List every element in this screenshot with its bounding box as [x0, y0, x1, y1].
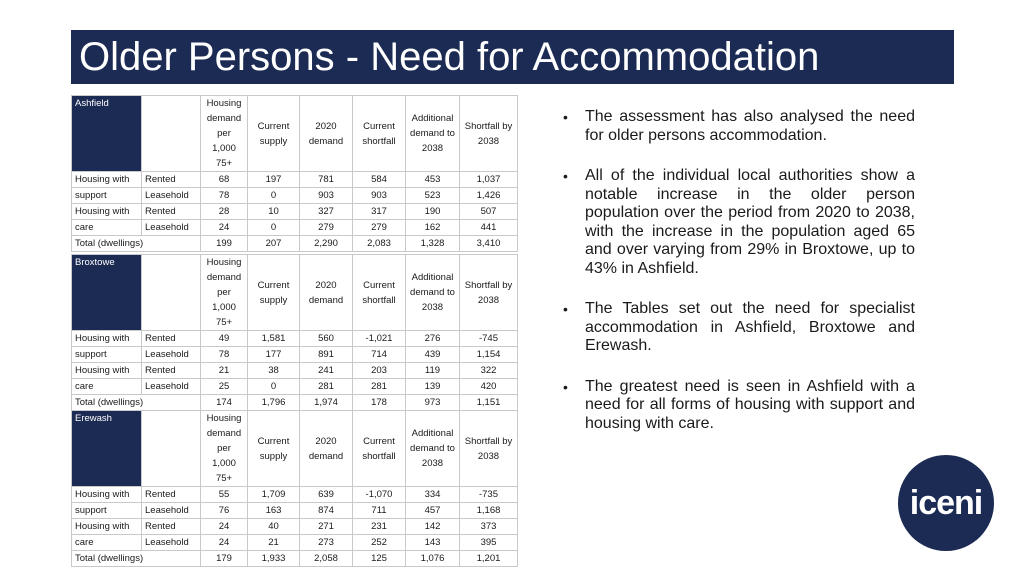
total-cell: 199 — [201, 236, 248, 252]
header-shortfall-2038: Shortfall by 2038 — [460, 411, 518, 487]
table-cell: 203 — [353, 363, 406, 379]
table-cell: 24 — [201, 519, 248, 535]
bullet-text: The assessment has also analysed the need for older persons accommodation. — [585, 108, 915, 144]
total-cell: 973 — [406, 395, 460, 411]
table-total-row — [72, 551, 518, 567]
header-current-shortfall: Current shortfall — [353, 411, 406, 487]
iceni-logo: iceni — [898, 455, 994, 551]
table-cell: 40 — [248, 519, 300, 535]
header-housing-demand: Housing demand per 1,000 75+ — [201, 96, 248, 172]
table-cell: 139 — [406, 379, 460, 395]
row-tenure-label: Leasehold — [142, 503, 201, 519]
table-broxtowe — [71, 254, 518, 411]
table-cell: 903 — [353, 188, 406, 204]
bullet-item — [563, 300, 915, 356]
table-cell: 373 — [460, 519, 518, 535]
row-group-label: Housing with — [72, 363, 142, 379]
header-shortfall-2038: Shortfall by 2038 — [460, 255, 518, 331]
table-cell: 276 — [406, 331, 460, 347]
bullet-list — [563, 108, 915, 455]
table-cell: 21 — [201, 363, 248, 379]
row-group-label: support — [72, 503, 142, 519]
row-group-label: support — [72, 347, 142, 363]
table-cell: 197 — [248, 172, 300, 188]
table-cell: 317 — [353, 204, 406, 220]
table-cell: 190 — [406, 204, 460, 220]
bullet-dot-icon: • — [563, 109, 568, 125]
total-cell: 174 — [201, 395, 248, 411]
total-cell: 178 — [353, 395, 406, 411]
header-2020-demand: 2020 demand — [300, 96, 353, 172]
table-cell: 24 — [201, 535, 248, 551]
table-cell: 241 — [300, 363, 353, 379]
total-cell: 207 — [248, 236, 300, 252]
table-cell: 28 — [201, 204, 248, 220]
header-additional-demand: Additional demand to 2038 — [406, 255, 460, 331]
total-cell: 1,151 — [460, 395, 518, 411]
table-cell: 231 — [353, 519, 406, 535]
table-cell: 279 — [300, 220, 353, 236]
table-cell: 711 — [353, 503, 406, 519]
header-shortfall-2038: Shortfall by 2038 — [460, 96, 518, 172]
table-cell: 395 — [460, 535, 518, 551]
table-cell: 163 — [248, 503, 300, 519]
total-cell: 1,201 — [460, 551, 518, 567]
table-cell: 781 — [300, 172, 353, 188]
total-cell: 125 — [353, 551, 406, 567]
table-cell: -735 — [460, 487, 518, 503]
table-cell: 639 — [300, 487, 353, 503]
row-group-label: support — [72, 188, 142, 204]
header-current-shortfall: Current shortfall — [353, 96, 406, 172]
table-cell: 334 — [406, 487, 460, 503]
table-cell: 523 — [406, 188, 460, 204]
header-housing-demand: Housing demand per 1,000 75+ — [201, 255, 248, 331]
bullet-dot-icon: • — [563, 378, 568, 395]
total-cell: 3,410 — [460, 236, 518, 252]
table-cell: 21 — [248, 535, 300, 551]
table-cell: 903 — [300, 188, 353, 204]
row-group-label: Housing with — [72, 519, 142, 535]
total-label: Total (dwellings) — [72, 395, 201, 411]
total-cell: 179 — [201, 551, 248, 567]
table-cell: 10 — [248, 204, 300, 220]
table-erewash — [71, 410, 518, 567]
table-cell: 162 — [406, 220, 460, 236]
table-cell: 76 — [201, 503, 248, 519]
row-tenure-label: Leasehold — [142, 379, 201, 395]
table-cell: 55 — [201, 487, 248, 503]
page-title: Older Persons - Need for Accommodation — [71, 30, 954, 84]
table-cell: 874 — [300, 503, 353, 519]
table-row — [72, 347, 518, 363]
table-cell: 1,426 — [460, 188, 518, 204]
table-cell: 1,154 — [460, 347, 518, 363]
row-tenure-label: Rented — [142, 172, 201, 188]
table-row — [72, 379, 518, 395]
table-row — [72, 519, 518, 535]
table-cell: 119 — [406, 363, 460, 379]
bullet-text: The greatest need is seen in Ashfield with a need for all forms of housing with support and housing with care. — [585, 377, 915, 432]
row-tenure-label: Rented — [142, 519, 201, 535]
table-row — [72, 487, 518, 503]
table-cell: 441 — [460, 220, 518, 236]
table-row — [72, 503, 518, 519]
table-cell: 714 — [353, 347, 406, 363]
bullet-item — [563, 167, 915, 278]
row-group-label: Housing with — [72, 331, 142, 347]
row-tenure-label: Rented — [142, 331, 201, 347]
total-label: Total (dwellings) — [72, 236, 201, 252]
area-name: Ashfield — [72, 96, 142, 172]
table-cell: 0 — [248, 220, 300, 236]
table-cell: 252 — [353, 535, 406, 551]
table-cell: 281 — [353, 379, 406, 395]
header-additional-demand: Additional demand to 2038 — [406, 411, 460, 487]
bullet-dot-icon: • — [563, 168, 568, 184]
row-group-label: care — [72, 220, 142, 236]
table-cell: 560 — [300, 331, 353, 347]
bullet-text: The Tables set out the need for specialist accommodation in Ashfield, Broxtowe and Erewash. — [585, 300, 915, 354]
table-cell: -745 — [460, 331, 518, 347]
header-additional-demand: Additional demand to 2038 — [406, 96, 460, 172]
total-cell: 1,076 — [406, 551, 460, 567]
table-cell: 279 — [353, 220, 406, 236]
table-row — [72, 172, 518, 188]
row-tenure-label: Rented — [142, 204, 201, 220]
row-group-label: care — [72, 535, 142, 551]
table-cell: 1,709 — [248, 487, 300, 503]
table-cell: 49 — [201, 331, 248, 347]
table-cell: 142 — [406, 519, 460, 535]
table-total-row — [72, 236, 518, 252]
total-cell: 2,058 — [300, 551, 353, 567]
area-name: Erewash — [72, 411, 142, 487]
header-current-supply: Current supply — [248, 255, 300, 331]
table-cell: 273 — [300, 535, 353, 551]
table-ashfield — [71, 95, 518, 252]
bullet-text: All of the individual local authorities show a notable increase in the older person population over the period from 2020 to 2038, with the increase in the population aged 65 and over varying from 29% in Broxtowe, up to 43% in Ashfield. — [585, 167, 915, 277]
total-cell: 1,933 — [248, 551, 300, 567]
header-2020-demand: 2020 demand — [300, 255, 353, 331]
total-cell: 2,083 — [353, 236, 406, 252]
table-cell: 281 — [300, 379, 353, 395]
row-tenure-label: Leasehold — [142, 347, 201, 363]
table-cell: 24 — [201, 220, 248, 236]
row-tenure-label: Leasehold — [142, 535, 201, 551]
table-cell: 177 — [248, 347, 300, 363]
table-row — [72, 188, 518, 204]
total-cell: 1,328 — [406, 236, 460, 252]
table-row — [72, 535, 518, 551]
row-group-label: care — [72, 379, 142, 395]
header-current-shortfall: Current shortfall — [353, 255, 406, 331]
table-row — [72, 363, 518, 379]
table-cell: 584 — [353, 172, 406, 188]
table-cell: 453 — [406, 172, 460, 188]
row-tenure-label: Leasehold — [142, 220, 201, 236]
table-cell: 1,037 — [460, 172, 518, 188]
table-cell: 25 — [201, 379, 248, 395]
table-cell: 143 — [406, 535, 460, 551]
table-total-row — [72, 395, 518, 411]
row-tenure-label: Leasehold — [142, 188, 201, 204]
total-cell: 1,796 — [248, 395, 300, 411]
header-2020-demand: 2020 demand — [300, 411, 353, 487]
table-cell: -1,021 — [353, 331, 406, 347]
table-cell: 327 — [300, 204, 353, 220]
row-group-label: Housing with — [72, 204, 142, 220]
table-cell: 1,168 — [460, 503, 518, 519]
header-current-supply: Current supply — [248, 411, 300, 487]
row-group-label: Housing with — [72, 487, 142, 503]
table-cell: 78 — [201, 188, 248, 204]
table-cell: 439 — [406, 347, 460, 363]
header-current-supply: Current supply — [248, 96, 300, 172]
row-group-label: Housing with — [72, 172, 142, 188]
bullet-item — [563, 108, 915, 145]
bullet-dot-icon: • — [563, 301, 568, 317]
table-cell: 38 — [248, 363, 300, 379]
total-label: Total (dwellings) — [72, 551, 201, 567]
table-cell: 1,581 — [248, 331, 300, 347]
table-row — [72, 204, 518, 220]
table-cell: 271 — [300, 519, 353, 535]
table-cell: 891 — [300, 347, 353, 363]
table-cell: 68 — [201, 172, 248, 188]
table-cell: 0 — [248, 188, 300, 204]
total-cell: 1,974 — [300, 395, 353, 411]
table-row — [72, 220, 518, 236]
total-cell: 2,290 — [300, 236, 353, 252]
row-tenure-label: Rented — [142, 363, 201, 379]
area-name: Broxtowe — [72, 255, 142, 331]
table-cell: 0 — [248, 379, 300, 395]
row-tenure-label: Rented — [142, 487, 201, 503]
bullet-item — [563, 378, 915, 434]
table-cell: 420 — [460, 379, 518, 395]
header-housing-demand: Housing demand per 1,000 75+ — [201, 411, 248, 487]
table-cell: 507 — [460, 204, 518, 220]
table-row — [72, 331, 518, 347]
table-cell: -1,070 — [353, 487, 406, 503]
table-cell: 78 — [201, 347, 248, 363]
table-cell: 457 — [406, 503, 460, 519]
table-cell: 322 — [460, 363, 518, 379]
